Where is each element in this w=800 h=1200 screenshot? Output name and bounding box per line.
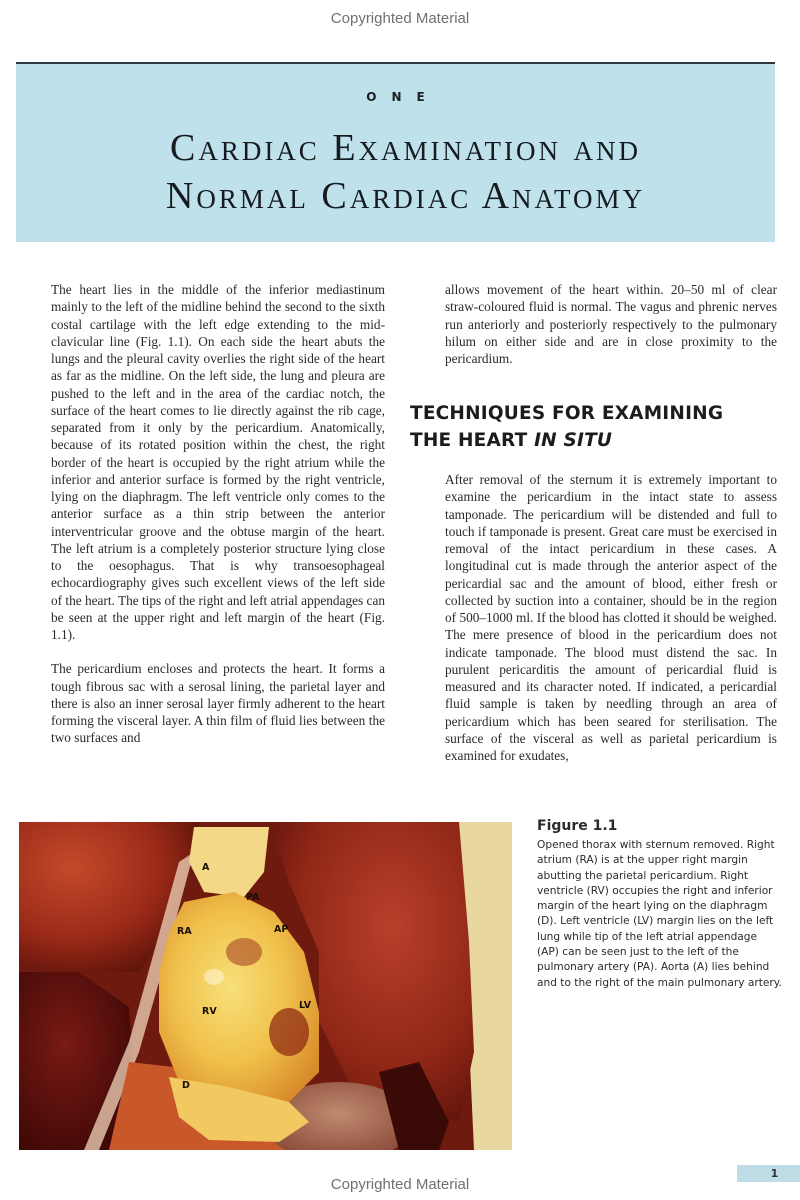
section-heading-line-2	[410, 427, 790, 454]
section-heading	[410, 400, 790, 454]
photo-label-aorta: A	[202, 862, 210, 873]
figure-title: Figure 1.1	[537, 818, 618, 834]
paragraph-techniques: After removal of the sternum it is extremely important to examine the pericardium in the intact state to assess tamponade. The pericardium will be distended and full to touch if tamponade is present. Great care must be exercised in removal of the intact pericardium in these cases. A longitudinal cut is made through the anterior aspect of the pericardial sac and the amount of blood, either fresh or collected by suction into a container, should be in the region of 500–1000 ml. If the blood has clotted it should be weighed. The mere presence of blood in the pericardium does not indicate tamponade. The blood must distend the sac. In purulent pericarditis the amount of pericardial fluid is measured and its character noted. If indicated, a pericardial fluid sample is taken by needling through an area of pericardium which has been seared for sterilisation. The surface of the visceral as well as parietal pericardium is examined for exudates,	[445, 472, 777, 763]
figure-caption	[537, 816, 782, 991]
photo-label-right-atrium: RA	[177, 926, 192, 937]
figure-caption-text: Opened thorax with sternum removed. Right atrium (RA) is at the upper right margin abutting the parietal pericardium. Right ventricle (RV) occupies the right and inferior margin of the heart lying on the diaphragm (D). Left ventricle (LV) margin lies on the left lung while tip of the left atrial appendage (AP) can be seen just to the left of the pulmonary artery (PA). Aorta (A) lies behind and to the right of the main pulmonary artery.	[537, 839, 782, 989]
photo-label-left-ventricle: LV	[299, 1000, 312, 1011]
photo-label-atrial-appendage: AP	[274, 924, 289, 935]
chapter-title-line-1: Cardiac Examination and	[169, 127, 642, 169]
chapter-banner	[16, 62, 775, 242]
chapter-number: ONE	[366, 90, 440, 104]
right-column-continuation	[445, 281, 777, 367]
paragraph-pericardium: The pericardium encloses and protects the heart. It forms a tough fibrous sac with a serosal lining, the parietal layer and there is also an inner serosal layer firmly adherent to the heart forming the visceral layer. A thin film of fluid lies between the two surfaces and	[51, 661, 385, 746]
copyright-watermark-top: Copyrighted Material	[330, 10, 470, 27]
section-heading-italic: IN SITU	[534, 430, 613, 451]
photo-label-right-ventricle: RV	[202, 1006, 217, 1017]
left-column	[51, 281, 385, 747]
chapter-title-line-2: Normal Cardiac Anatomy	[165, 175, 646, 217]
paragraph-continuation: allows movement of the heart within. 20–50 ml of clear straw-coloured fluid is normal. The vagus and phrenic nerves run anteriorly and posteriorly respectively to the pulmonary hilum on either side and are in close proximity to the pericardium.	[445, 282, 777, 366]
heart-photo-illustration	[19, 822, 512, 1150]
section-heading-line-1: TECHNIQUES FOR EXAMINING	[410, 403, 724, 424]
section-heading-prefix: THE HEART	[410, 430, 535, 451]
right-column-main	[445, 471, 777, 764]
figure-photo-opened-thorax	[19, 822, 512, 1150]
paragraph-heart-position: The heart lies in the middle of the inferior mediastinum mainly to the left of the midline behind the second to the sixth costal cartilage with the left edge extending to the mid-clavicular line (Fig. 1.1). On each side the heart abuts the lungs and the pleural cavity overlies the right side of the heart as far as the midline. On the left side, the lung and pleura are pushed to the left and in the area of the cardiac notch, the surface of the heart comes to lie directly against the rib cage, separated from it only by the pericardium. Anatomically, because of its rotated position within the chest, the right border of the heart is occupied by the right atrium while the inferior and anterior surface is formed by the right ventricle, lying on the diaphragm. The left ventricle only comes to the anterior surface as a thin strip between the anterior interventricular groove and the obtuse margin of the heart. The left atrium is a completely posterior structure lying close to the oesophagus. That is why transoesophageal echocardiography gives such excellent views of the left side of the heart. The tips of the right and left atrial appendages can be seen at the upper right and left margin of the heart (Fig. 1.1).	[51, 282, 385, 642]
photo-label-diaphragm: D	[182, 1080, 190, 1091]
page-number: 1	[770, 1167, 779, 1180]
photo-label-pulmonary-artery: PA	[246, 892, 260, 903]
copyright-watermark-bottom: Copyrighted Material	[330, 1176, 470, 1193]
